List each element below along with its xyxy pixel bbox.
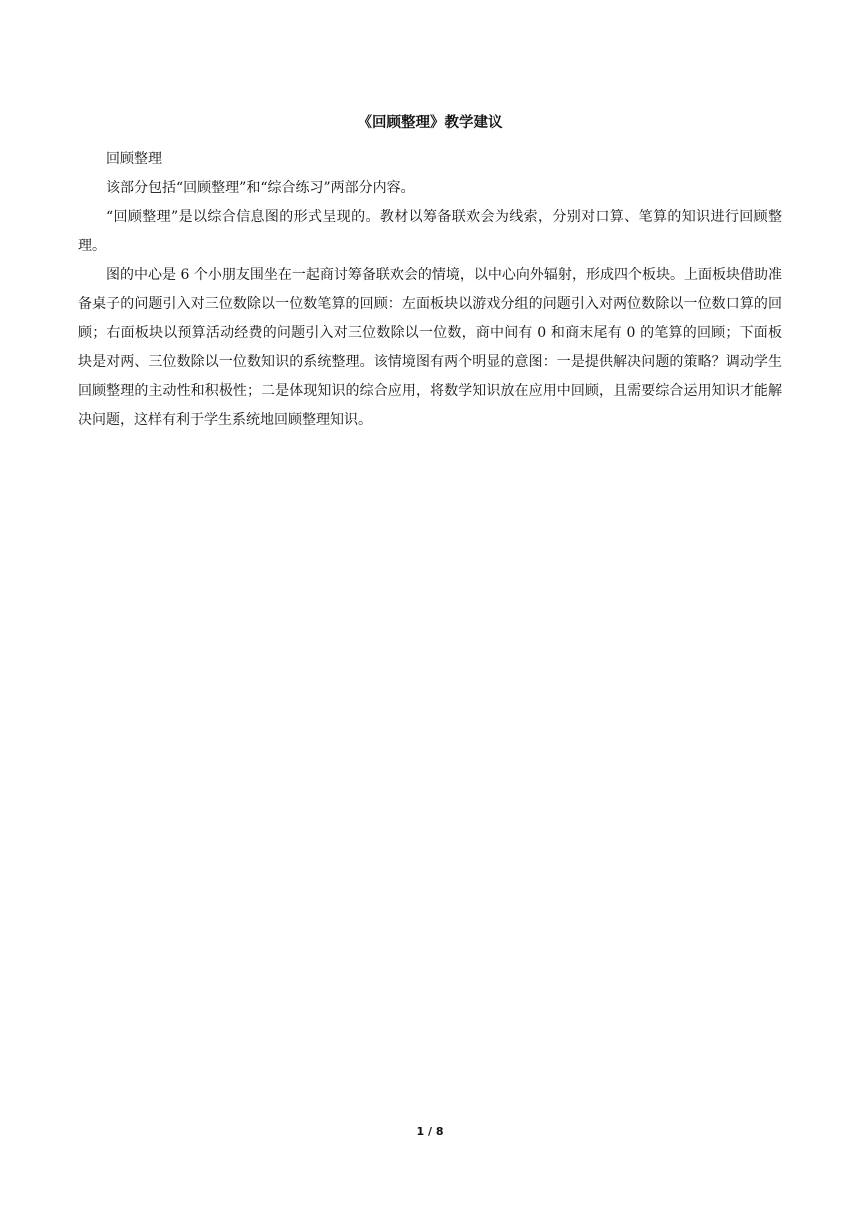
- paragraph-review: “回顾整理”是以综合信息图的形式呈现的。教材以筹备联欢会为线索，分别对口算、笔算的知识进行回顾整理。: [78, 209, 782, 254]
- paragraph-intro: 该部分包括“回顾整理”和“综合练习”两部分内容。: [106, 180, 415, 196]
- document-body: [78, 145, 782, 435]
- paragraph-scene: 图的中心是 6 个小朋友围坐在一起商讨筹备联欢会的情境，以中心向外辐射，形成四个板块。上面板块借助准备桌子的问题引入对三位数除以一位数笔算的回顾：左面板块以游戏分组的问题引入对两位数除以一位数口算的回顾；右面板块以预算活动经费的问题引入对三位数除以一位数，商中间有 0 和商末尾有 0 的笔算的回顾；下面板块是对两、三位数除以一位数知识的系统整理。该情境图有两个明显的意图：一是提供解决问题的策略？调动学生回顾整理的主动性和积极性；二是体现知识的综合应用，将数学知识放在应用中回顾，且需要综合运用知识才能解决问题，这样有利于学生系统地回顾整理知识。: [78, 267, 782, 428]
- page-indicator: 1 / 8: [416, 1125, 444, 1138]
- document-title: 《回顾整理》教学建议: [357, 115, 503, 131]
- section-heading: 回顾整理: [106, 151, 162, 167]
